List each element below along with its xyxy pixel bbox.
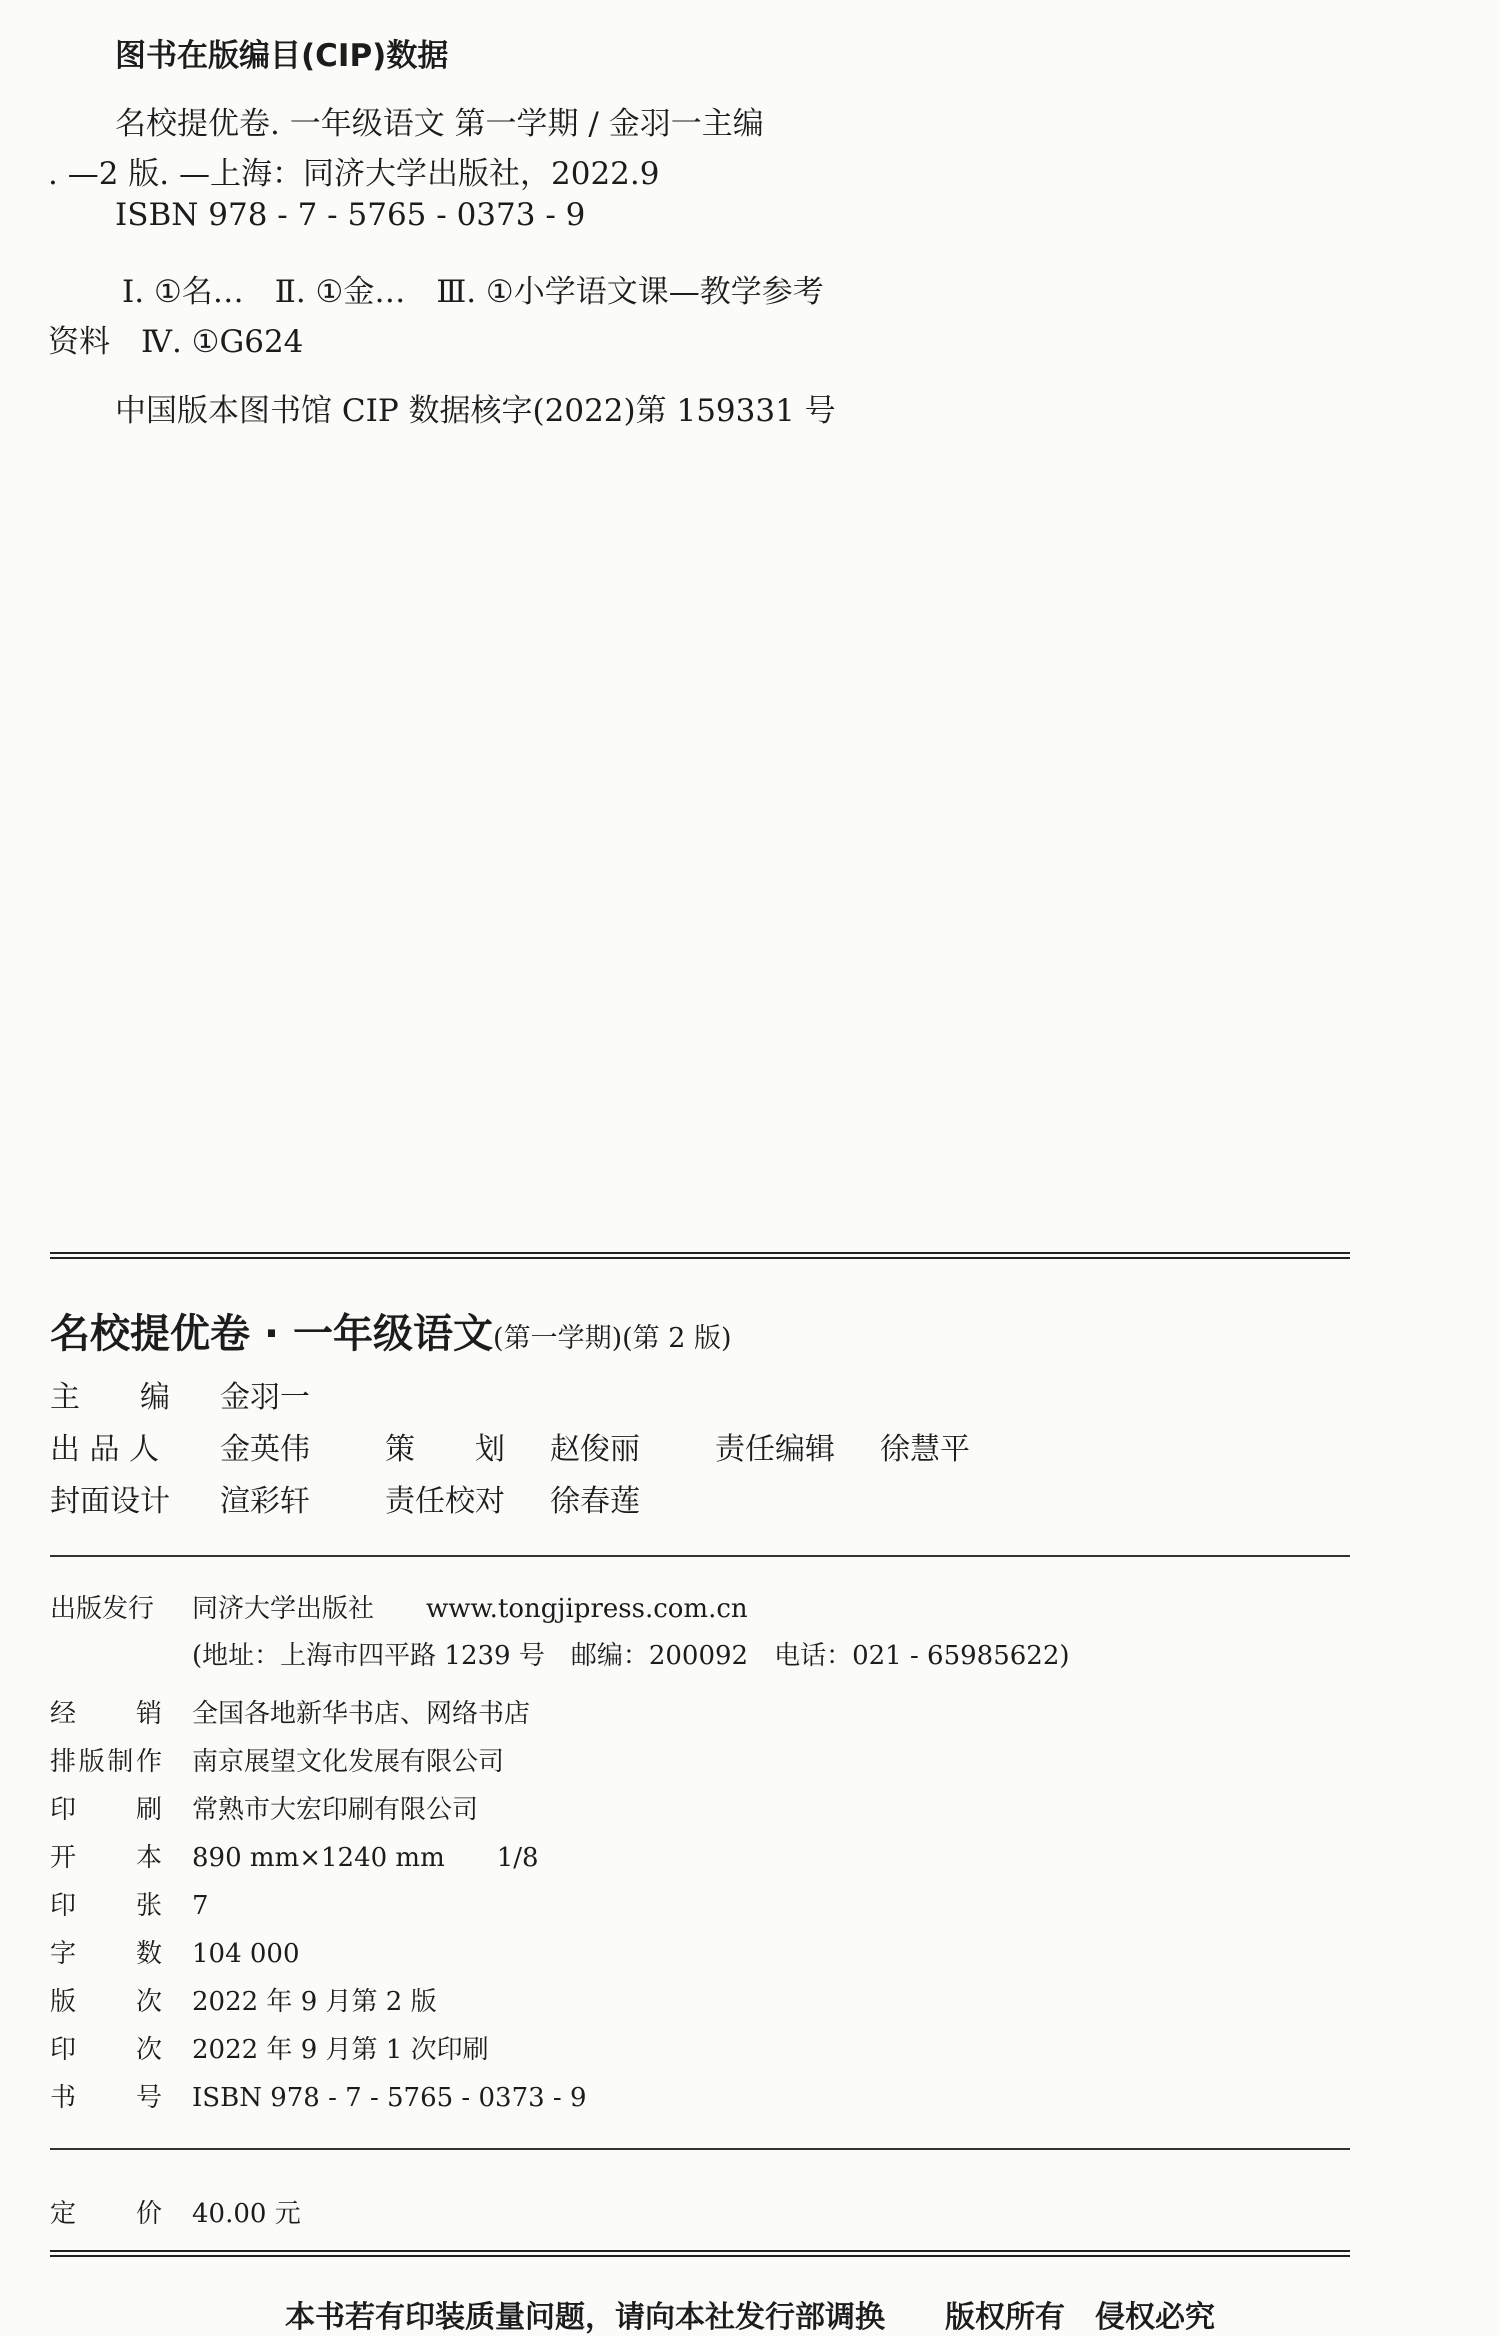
info-row xyxy=(50,1885,209,1922)
rule-above-publishing xyxy=(50,1555,1350,1557)
cover-design-label: 封面设计 xyxy=(50,1484,170,1519)
planner-value: 赵俊丽 xyxy=(550,1432,640,1467)
cip-line-1: 名校提优卷. 一年级语文 第一学期 / 金羽一主编 xyxy=(115,106,764,142)
info-row xyxy=(50,1837,539,1874)
producer-label: 出 品 人 xyxy=(50,1432,160,1467)
bottom-double-rule xyxy=(50,2250,1350,2257)
cover-design-value: 渲彩轩 xyxy=(220,1484,310,1519)
info-value: 2022 年 9 月第 1 次印刷 xyxy=(192,2035,489,2065)
book-subtitle: (第一学期)(第 2 版) xyxy=(493,1323,732,1354)
credit-row-3 xyxy=(50,1476,640,1520)
info-value: 2022 年 9 月第 2 版 xyxy=(192,1987,437,2017)
producer-value: 金英伟 xyxy=(220,1432,310,1467)
resp-editor-value: 徐慧平 xyxy=(880,1432,970,1467)
cip-line-2: . —2 版. —上海：同济大学出版社，2022.9 xyxy=(48,156,660,192)
info-value: 104 000 xyxy=(192,1939,300,1969)
info-label: 印次 xyxy=(50,2035,162,2065)
info-value: 全国各地新华书店、网络书店 xyxy=(192,1699,531,1729)
credit-row-2 xyxy=(50,1424,970,1468)
info-value: 890 mm×1240 mm 1/8 xyxy=(192,1843,539,1873)
cip-isbn: ISBN 978 - 7 - 5765 - 0373 - 9 xyxy=(115,197,586,233)
info-value: 南京展望文化发展有限公司 xyxy=(192,1747,505,1777)
proofreader-label: 责任校对 xyxy=(385,1484,505,1519)
info-row xyxy=(50,1981,437,2018)
proofreader-value: 徐春莲 xyxy=(550,1484,640,1519)
cip-record-number: 中国版本图书馆 CIP 数据核字(2022)第 159331 号 xyxy=(115,393,836,429)
price-label: 定价 xyxy=(50,2199,162,2229)
price-row xyxy=(50,2193,301,2230)
info-label: 排版制作 xyxy=(50,1747,162,1777)
resp-editor-label: 责任编辑 xyxy=(715,1432,835,1467)
chief-editor-label: 主 编 xyxy=(50,1380,170,1415)
info-row xyxy=(50,1741,504,1778)
info-label: 经销 xyxy=(50,1699,162,1729)
info-row xyxy=(50,1933,300,1970)
cip-classification: Ⅰ. ①名… Ⅱ. ①金… Ⅲ. ①小学语文课—教学参考 xyxy=(122,274,824,310)
info-row xyxy=(50,2077,587,2114)
publisher-row xyxy=(50,1588,748,1625)
publisher-value: 同济大学出版社 www.tongjipress.com.cn xyxy=(192,1594,748,1624)
info-label: 开本 xyxy=(50,1843,162,1873)
info-label: 字数 xyxy=(50,1939,162,1969)
price-value: 40.00 元 xyxy=(192,2199,301,2229)
publisher-label: 出版发行 xyxy=(50,1594,155,1624)
info-value: 7 xyxy=(192,1891,209,1921)
book-title xyxy=(50,1302,732,1359)
planner-label: 策 划 xyxy=(385,1432,505,1467)
info-label: 印张 xyxy=(50,1891,162,1921)
credit-row-1 xyxy=(50,1372,310,1416)
cip-title: 图书在版编目(CIP)数据 xyxy=(115,38,449,74)
info-row xyxy=(50,1789,478,1826)
info-label: 版次 xyxy=(50,1987,162,2017)
info-value: 常熟市大宏印刷有限公司 xyxy=(192,1795,479,1825)
info-value: ISBN 978 - 7 - 5765 - 0373 - 9 xyxy=(192,2083,587,2113)
info-label: 书号 xyxy=(50,2083,162,2113)
info-row xyxy=(50,1693,530,1730)
info-row xyxy=(50,2029,489,2066)
book-title-main: 名校提优卷 · 一年级语文 xyxy=(50,1311,494,1357)
quality-notice: 本书若有印装质量问题，请向本社发行部调换 版权所有 侵权必究 xyxy=(285,2300,1215,2335)
info-label: 印刷 xyxy=(50,1795,162,1825)
publisher-address: (地址：上海市四平路 1239 号 邮编：200092 电话：021 - 65985622) xyxy=(192,1641,1070,1671)
rule-above-price xyxy=(50,2148,1350,2150)
cip-classification-cont: 资料 Ⅳ. ①G624 xyxy=(48,324,304,360)
top-double-rule xyxy=(50,1252,1350,1259)
chief-editor-value: 金羽一 xyxy=(220,1380,310,1415)
